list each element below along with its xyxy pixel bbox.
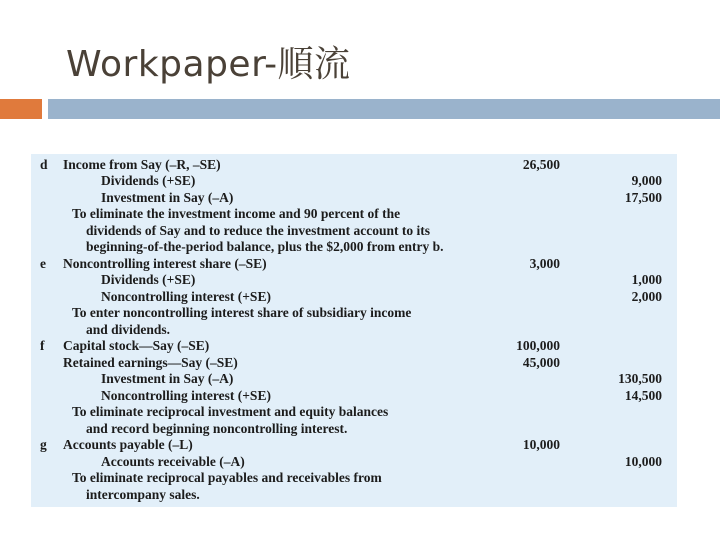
credit-amount: 17,500 [624, 189, 662, 205]
entry-description: and record beginning noncontrolling interest. [86, 420, 348, 436]
entry-description: and dividends. [86, 321, 171, 337]
credit-amount: 14,500 [624, 387, 662, 403]
debit-amount: 26,500 [522, 156, 560, 172]
journal-entry-row [31, 437, 677, 454]
entry-description: Accounts payable (–L) [63, 437, 193, 452]
credit-amount: 9,000 [631, 173, 662, 188]
entry-description: To enter noncontrolling interest share of subsidiary income [72, 305, 412, 320]
entry-description: intercompany sales. [86, 486, 200, 502]
journal-entry-row [31, 470, 677, 487]
journal-entry-row [31, 322, 677, 339]
journal-entry-row [31, 239, 677, 256]
entry-letter: e [40, 255, 46, 271]
journal-entry-row [31, 289, 677, 306]
entry-description: Accounts receivable (–A) [101, 453, 245, 469]
debit-amount: 100,000 [516, 338, 560, 353]
credit-amount: 10,000 [624, 453, 662, 469]
debit-amount: 45,000 [522, 354, 560, 370]
entry-description: Investment in Say (–A) [101, 189, 234, 205]
entry-description: To eliminate the investment income and 90 percent of the [72, 206, 401, 221]
debit-amount: 3,000 [529, 255, 560, 271]
entry-letter: f [40, 338, 45, 353]
debit-amount: 10,000 [522, 437, 560, 452]
journal-entry-row [31, 206, 677, 223]
entry-description: Dividends (+SE) [101, 272, 196, 287]
entry-description: Income from Say (–R, –SE) [63, 156, 221, 172]
entry-description: Retained earnings—Say (–SE) [63, 354, 238, 370]
journal-entry-row [31, 272, 677, 289]
journal-entry-row [31, 487, 677, 504]
entry-description: To eliminate reciprocal payables and receivables from [72, 470, 382, 485]
credit-amount: 2,000 [631, 288, 662, 304]
credit-amount: 130,500 [618, 371, 662, 386]
entry-description: Capital stock—Say (–SE) [63, 338, 210, 353]
journal-entry-row [31, 305, 677, 322]
entry-description: Investment in Say (–A) [101, 371, 234, 386]
journal-entry-row [31, 190, 677, 207]
journal-entry-row [31, 454, 677, 471]
entry-description: beginning-of-the-period balance, plus the $2,000 from entry b. [86, 239, 444, 254]
credit-amount: 1,000 [631, 272, 662, 287]
journal-entry-row [31, 338, 677, 355]
journal-entry-row [31, 421, 677, 438]
entry-description: To eliminate reciprocal investment and equity balances [72, 404, 389, 419]
journal-entry-row [31, 404, 677, 421]
journal-entries-panel [31, 154, 677, 507]
journal-entry-row [31, 173, 677, 190]
entry-letter: d [40, 156, 48, 172]
entry-description: dividends of Say and to reduce the investment account to its [86, 222, 431, 238]
journal-entry-row [31, 388, 677, 405]
accent-bar-orange [0, 99, 42, 119]
accent-bar-blue [48, 99, 720, 119]
journal-entry-row [31, 355, 677, 372]
entry-description: Noncontrolling interest share (–SE) [63, 255, 267, 271]
entry-letter: g [40, 437, 47, 452]
entry-description: Dividends (+SE) [101, 173, 196, 188]
entry-description: Noncontrolling interest (+SE) [101, 387, 271, 403]
slide-title: Workpaper-順流 [66, 44, 351, 85]
journal-entry-row [31, 223, 677, 240]
journal-entry-row [31, 256, 677, 273]
journal-entry-row [31, 371, 677, 388]
entry-description: Noncontrolling interest (+SE) [101, 288, 271, 304]
journal-entry-row [31, 157, 677, 174]
